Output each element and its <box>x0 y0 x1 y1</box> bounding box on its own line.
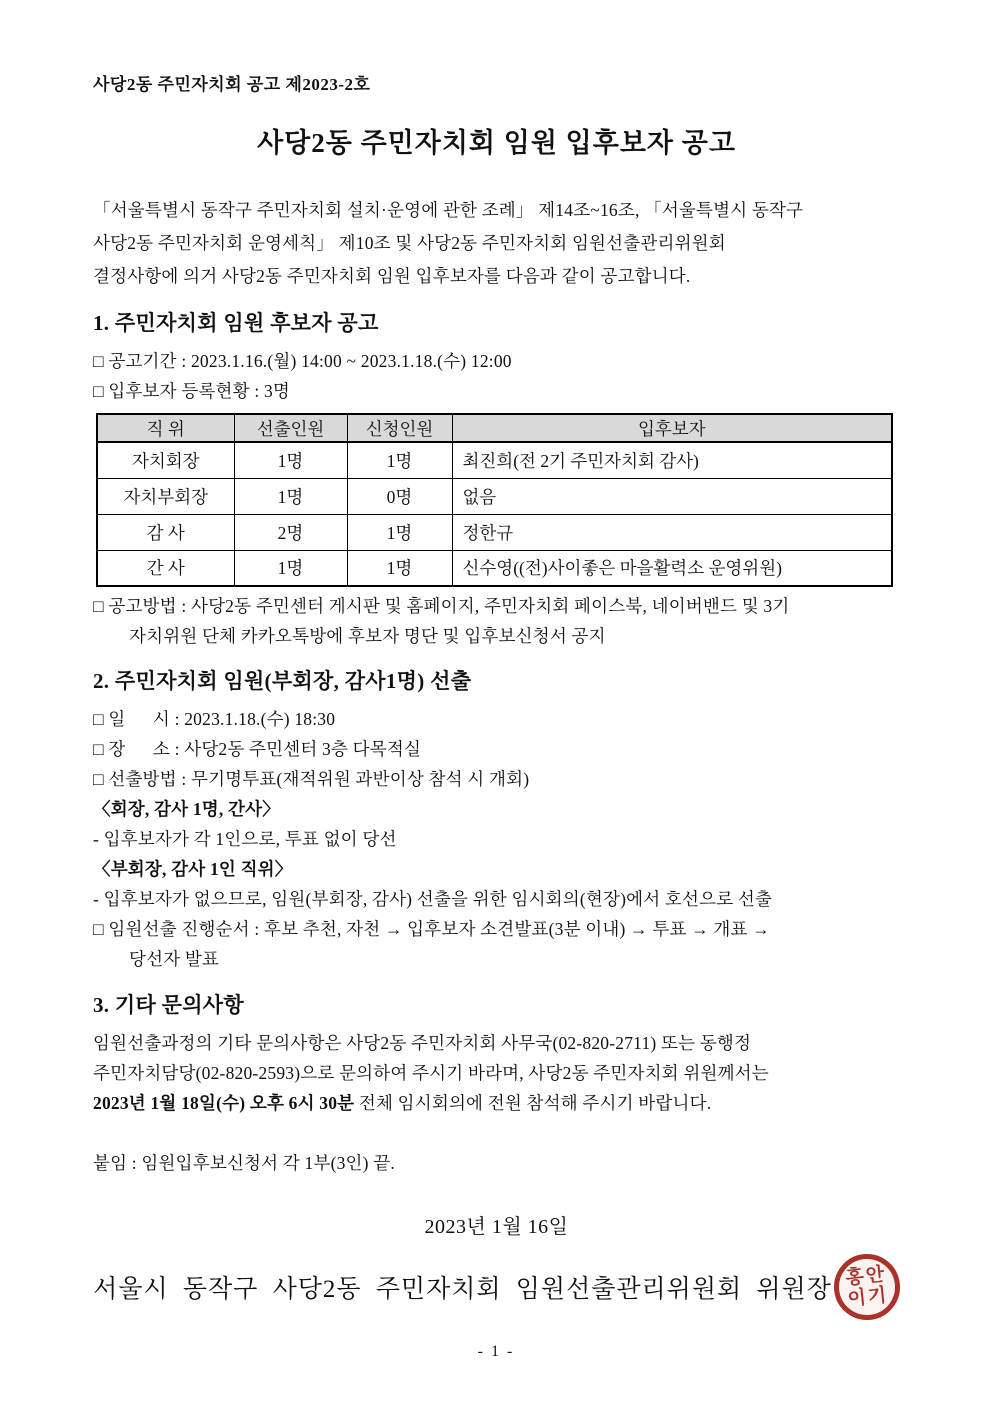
intro-paragraph <box>93 194 900 293</box>
section3-heading: 3. 기타 문의사항 <box>93 993 244 1017</box>
doc-number: 사당2동 주민자치회 공고 제2023-2호 <box>93 75 371 94</box>
seal-text-top: 홍안 <box>844 1263 888 1290</box>
bullet-election-place: □ 장 소 : 사당2동 주민센터 3층 다목적실 <box>93 739 422 759</box>
bullet-announcement-method: □ 공고방법 : 사당2동 주민센터 게시판 및 홈페이지, 주민자치회 페이스북, 네이버밴드 및 3기 <box>93 596 790 616</box>
cell-elect-count: 2명 <box>234 514 347 550</box>
subheading-vacant-positions: 〈부회장, 감사 1인 직위〉 <box>93 859 293 879</box>
cell-position: 감 사 <box>97 514 234 550</box>
cell-position: 자치부회장 <box>97 478 234 514</box>
intro-line-3: 결정사항에 의거 사당2동 주민자치회 임원 입후보자를 다음과 같이 공고합니다. <box>93 266 691 286</box>
section2-heading: 2. 주민자치회 임원(부회장, 감사1명) 선출 <box>93 669 472 693</box>
cell-elect-count: 1명 <box>234 550 347 586</box>
bullet-announcement-period: □ 공고기간 : 2023.1.16.(월) 14:00 ~ 2023.1.18.(수) 12:00 <box>93 351 512 371</box>
signature-text: 서울시 동작구 사당2동 주민자치회 임원선출관리위원회 위원장 <box>93 1276 832 1303</box>
intro-line-2: 사당2동 주민자치회 운영세칙」 제10조 및 사당2동 주민자치회 임원선출관리위원회 <box>93 233 726 253</box>
official-seal-stamp <box>831 1251 904 1324</box>
cell-applied-count: 1명 <box>347 514 452 550</box>
seal-text-bottom: 이기 <box>846 1284 890 1311</box>
section1-heading: 1. 주민자치회 임원 후보자 공고 <box>93 311 379 335</box>
meeting-datetime-emphasis: 2023년 1월 18일(수) 오후 6시 30분 <box>93 1093 355 1113</box>
col-header-position: 직 위 <box>97 414 234 442</box>
uncontested-positions-note: - 입후보자가 각 1인으로, 투표 없이 당선 <box>93 829 397 849</box>
contact-info-line-2: 주민자치담당(02-820-2593)으로 문의하여 주시기 바라며, 사당2동 주민자치회 위원께서는 <box>93 1063 769 1083</box>
vacant-positions-note: - 입후보자가 없으므로, 임원(부회장, 감사) 선출을 위한 임시회의(현장)에서 호선으로 선출 <box>93 889 773 909</box>
election-procedure-continuation: 당선자 발표 <box>129 949 220 969</box>
cell-candidate: 정한규 <box>452 514 892 550</box>
bullet-election-method: □ 선출방법 : 무기명투표(재적위원 과반이상 참석 시 개회) <box>93 769 530 789</box>
issue-date: 2023년 1월 16일 <box>424 1216 569 1238</box>
col-header-applied-count: 신청인원 <box>347 414 452 442</box>
col-header-elect-count: 선출인원 <box>234 414 347 442</box>
cell-applied-count: 1명 <box>347 442 452 478</box>
table-row-auditor <box>97 514 892 550</box>
contact-info-line-3 <box>93 1088 900 1118</box>
bullet-registration-status: □ 입후보자 등록현황 : 3명 <box>93 381 291 401</box>
bullet-election-datetime: □ 일 시 : 2023.1.18.(수) 18:30 <box>93 709 336 729</box>
cell-position: 자치회장 <box>97 442 234 478</box>
intro-line-1: 「서울특별시 동작구 주민자치회 설치·운영에 관한 조례」 제14조~16조, 「서울특별시 동작구 <box>93 200 804 220</box>
col-header-candidate: 입후보자 <box>452 414 892 442</box>
announcement-method-continuation: 자치위원 단체 카카오톡방에 후보자 명단 및 입후보신청서 공지 <box>129 626 606 646</box>
cell-candidate: 신수영((전)사이좋은 마을활력소 운영위원) <box>452 550 892 586</box>
cell-applied-count: 1명 <box>347 550 452 586</box>
contact-info-line-1: 임원선출과정의 기타 문의사항은 사당2동 주민자치회 사무국(02-820-2711) 또는 동행정 <box>93 1033 752 1053</box>
signature-row <box>93 1249 900 1325</box>
table-row-vice-chairman <box>97 478 892 514</box>
page-title: 사당2동 주민자치회 임원 입후보자 공고 <box>257 128 736 158</box>
cell-candidate: 최진희(전 2기 주민자치회 감사) <box>452 442 892 478</box>
table-header-row <box>97 414 892 442</box>
cell-elect-count: 1명 <box>234 442 347 478</box>
attachment-note: 붙임 : 임원입후보신청서 각 1부(3인) 끝. <box>93 1153 395 1173</box>
cell-position: 간 사 <box>97 550 234 586</box>
bullet-election-procedure: □ 임원선출 진행순서 : 후보 추천, 자천 → 입후보자 소견발표(3분 이내) → 투표 → 개표 → <box>93 919 770 939</box>
meeting-datetime-rest: 전체 임시회의에 전원 참석해 주시기 바랍니다. <box>354 1093 712 1113</box>
page-number: - 1 - <box>477 1343 515 1360</box>
table-row-chairman <box>97 442 892 478</box>
cell-elect-count: 1명 <box>234 478 347 514</box>
cell-candidate: 없음 <box>452 478 892 514</box>
cell-applied-count: 0명 <box>347 478 452 514</box>
table-row-secretary <box>97 550 892 586</box>
candidates-table <box>96 413 893 587</box>
subheading-uncontested-positions: 〈회장, 감사 1명, 간사〉 <box>93 799 280 819</box>
